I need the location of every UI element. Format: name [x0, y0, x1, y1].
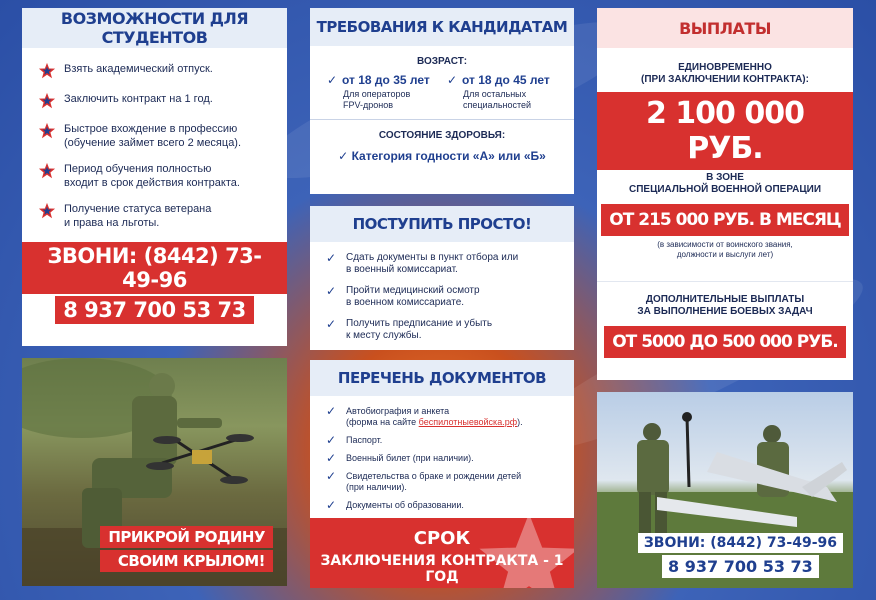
term-value: ЗАКЛЮЧЕНИЯ КОНТРАКТА - 1 ГОД [320, 553, 564, 585]
payment-section [597, 160, 853, 282]
requirements-title: ТРЕБОВАНИЯ К КАНДИДАТАМ [310, 8, 574, 46]
list-item-text: Быстрое вхождение в профессию (обучение займет всего 2 месяца). [64, 123, 242, 149]
students-title: ВОЗМОЖНОСТИ ДЛЯ СТУДЕНТОВ [22, 8, 287, 48]
payment-note: должности и выслуги лет) [676, 250, 774, 259]
payments-title: ВЫПЛАТЫ [597, 8, 853, 48]
documents-list [310, 396, 574, 511]
payment-caption: ЗА ВЫПОЛНЕНИЕ БОЕВЫХ ЗАДАЧ [637, 306, 813, 317]
age-range: от 18 до 45 лет [462, 73, 550, 87]
students-phone-block [22, 242, 287, 324]
soldiers-uav-photo [597, 392, 853, 588]
payment-amount: ОТ 215 000 РУБ. В МЕСЯЦ [601, 204, 848, 236]
list-item: ✓ Свидетельства о браке и рождении детей (при наличии). [326, 469, 522, 492]
check-icon: ✓ [447, 73, 458, 87]
army-star-icon [38, 62, 56, 80]
age-option-other [447, 73, 557, 111]
age-option-fpv [327, 73, 437, 111]
army-star-icon [38, 122, 56, 140]
contract-term-box [310, 518, 574, 588]
divider [310, 119, 574, 120]
slogan-line-2: СВОИМ КРЫЛОМ! [100, 550, 273, 572]
apply-title: ПОСТУПИТЬ ПРОСТО! [310, 206, 574, 242]
check-icon: ✓ [327, 73, 338, 87]
slogan-block [100, 524, 273, 572]
payment-section [597, 48, 853, 166]
apply-panel [310, 206, 574, 350]
payment-caption: В ЗОНЕ [706, 172, 744, 183]
payment-caption: (ПРИ ЗАКЛЮЧЕНИИ КОНТРАКТА): [641, 74, 809, 85]
payment-note: (в зависимости от воинского звания, [657, 240, 793, 249]
requirements-panel [310, 8, 574, 194]
students-panel [22, 8, 287, 346]
list-item-text: Период обучения полностью входит в срок действия контракта. [64, 163, 240, 189]
army-star-icon [38, 202, 56, 220]
list-item: ✓ Документы об образовании. [326, 498, 464, 512]
payment-amount: 2 100 000 РУБ. [597, 92, 853, 170]
check-icon: ✓ [326, 498, 337, 512]
age-title: ВОЗРАСТ: [416, 56, 468, 67]
list-item: ✓ Паспорт. [326, 433, 383, 447]
phone-label[interactable]: ЗВОНИ: (8442) 73-49-96 [22, 242, 287, 294]
check-icon: ✓ [326, 317, 337, 331]
age-desc: Для операторов [343, 89, 411, 99]
list-item: ✓ Сдать документы в пункт отбора или в военный комиссариат. [326, 251, 519, 275]
phone-mobile[interactable]: 8 937 700 53 73 [662, 555, 819, 578]
health-value: ✓ Категория годности «А» или «Б» [338, 149, 546, 163]
check-icon: ✓ [326, 404, 337, 418]
army-star-icon [38, 92, 56, 110]
payments-panel [597, 8, 853, 380]
soldier-drone-photo [22, 358, 287, 586]
list-item-text: Взять академический отпуск. [64, 63, 213, 75]
list-item [38, 92, 277, 110]
check-icon: ✓ [326, 469, 337, 483]
list-item: ✓ Пройти медицинский осмотр в военном комиссариате. [326, 284, 480, 308]
payment-amount: ОТ 5000 ДО 500 000 РУБ. [604, 326, 846, 358]
apply-list [310, 242, 574, 342]
list-item: ✓ Получить предписание и убыть к месту службы. [326, 317, 493, 341]
age-desc: FPV-дронов [343, 100, 394, 110]
check-icon: ✓ [326, 451, 337, 465]
documents-panel [310, 360, 574, 588]
documents-title: ПЕРЕЧЕНЬ ДОКУМЕНТОВ [310, 360, 574, 396]
age-desc: специальностей [463, 100, 532, 110]
students-list [22, 48, 287, 230]
list-item-text: Получение статуса ветерана и права на льготы. [64, 203, 212, 229]
phone-label[interactable]: ЗВОНИ: (8442) 73-49-96 [638, 533, 843, 553]
phone-mobile[interactable]: 8 937 700 53 73 [55, 296, 253, 324]
age-desc: Для остальных [463, 89, 527, 99]
list-item [38, 62, 277, 80]
website-link[interactable]: беспилотныевойска.рф [418, 417, 518, 427]
list-item-text: Заключить контракт на 1 год. [64, 93, 213, 105]
payment-caption: ЕДИНОВРЕМЕННО [678, 62, 772, 73]
age-row [310, 67, 574, 111]
check-icon: ✓ [326, 433, 337, 447]
check-icon: ✓ [326, 284, 337, 298]
list-item [38, 202, 277, 230]
check-icon: ✓ [338, 149, 349, 163]
list-item [38, 162, 277, 190]
check-icon: ✓ [326, 251, 337, 265]
age-range: от 18 до 35 лет [342, 73, 430, 87]
term-title: СРОК [413, 528, 471, 549]
list-item: ✓ Военный билет (при наличии). [326, 451, 474, 465]
payment-caption: ДОПОЛНИТЕЛЬНЫЕ ВЫПЛАТЫ [645, 294, 805, 305]
list-item [38, 122, 277, 150]
payment-section [597, 282, 853, 378]
payment-caption: СПЕЦИАЛЬНОЙ ВОЕННОЙ ОПЕРАЦИИ [628, 184, 822, 195]
list-item: ✓ Автобиография и анкета (форма на сайте беспилотныевойска.рф). [326, 404, 523, 427]
army-star-icon [38, 162, 56, 180]
slogan-line-1: ПРИКРОЙ РОДИНУ [100, 526, 273, 548]
health-title: СОСТОЯНИЕ ЗДОРОВЬЯ: [378, 130, 506, 141]
right-phone-block [638, 533, 843, 578]
